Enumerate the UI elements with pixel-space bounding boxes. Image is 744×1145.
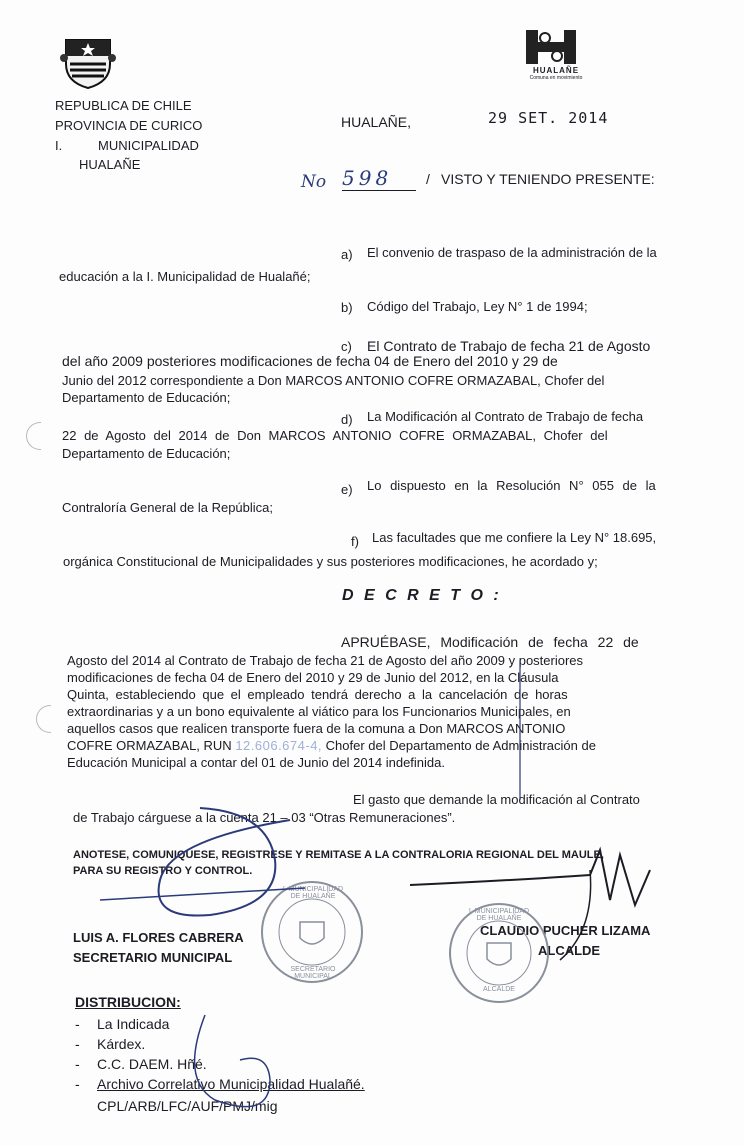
visto-heading: VISTO Y TENIENDO PRESENTE: bbox=[441, 171, 655, 187]
stamp-secretario-bottom: SECRETARIO MUNICIPAL bbox=[290, 966, 336, 980]
list-item: - Archivo Correlativo Municipalidad Hualañé. bbox=[73, 1074, 365, 1094]
distribution-title: DISTRIBUCION: bbox=[75, 994, 181, 1010]
body-p1-l6b: Chofer del Departamento de Administración de bbox=[325, 738, 596, 753]
list-item: - La Indicada bbox=[73, 1014, 365, 1034]
signer-right-title: ALCALDE bbox=[538, 943, 601, 958]
logo-tagline: Comuna en movimiento bbox=[529, 75, 583, 81]
anotese-line1: ANOTESE, COMUNIQUESE, REGISTRESE Y REMITASE A LA CONTRALORIA REGIONAL DEL MAULE, bbox=[73, 849, 604, 861]
body-p1-l6a: COFRE ORMAZABAL, RUN bbox=[67, 738, 232, 753]
item-c-lead: El Contrato de Trabajo de fecha 21 de Agosto bbox=[367, 338, 651, 354]
item-c-letter: c) bbox=[341, 339, 352, 354]
item-a-rest: educación a la I. Municipalidad de Hualañé; bbox=[59, 269, 311, 284]
body-p2-lead: El gasto que demande la modificación al Contrato bbox=[353, 792, 640, 807]
stamp-alcalde bbox=[446, 900, 552, 1006]
item-d-letter: d) bbox=[341, 412, 353, 427]
list-item: - Kárdex. bbox=[73, 1034, 365, 1054]
anotese-line2: PARA SU REGISTRO Y CONTROL. bbox=[73, 865, 253, 877]
hualane-logo bbox=[520, 28, 590, 84]
logo-text: HUALAÑE bbox=[532, 66, 580, 75]
signer-left-title: SECRETARIO MUNICIPAL bbox=[73, 950, 233, 965]
item-b-lead: Código del Trabajo, Ley N° 1 de 1994; bbox=[367, 299, 588, 314]
body-p1-lead: APRUÉBASE, Modificación de fecha 22 de bbox=[341, 634, 639, 650]
item-c-rest3: Departamento de Educación; bbox=[62, 390, 231, 405]
item-f-rest: orgánica Constitucional de Municipalidades y sus posteriores modificaciones, he acordado y; bbox=[63, 554, 598, 569]
initials: CPL/ARB/LFC/AUF/PMJ/mig bbox=[97, 1098, 278, 1114]
item-c-rest2: Junio del 2012 correspondiente a Don MARCOS ANTONIO COFRE ORMAZABAL, Chofer del bbox=[62, 373, 605, 388]
punch-hole-mark bbox=[26, 422, 41, 450]
header-republica: REPUBLICA DE CHILE bbox=[55, 98, 192, 113]
body-p1-l3: Quinta, estableciendo que el empleado tendrá derecho a la cancelación de horas bbox=[67, 687, 568, 702]
signer-left-name: LUIS A. FLORES CABRERA bbox=[73, 930, 244, 945]
item-c-rest1: del año 2009 posteriores modificaciones de fecha 04 de Enero del 2010 y 29 de bbox=[62, 353, 558, 369]
item-a-lead: El convenio de traspaso de la administración de la bbox=[367, 245, 657, 260]
item-e-lead: Lo dispuesto en la Resolución N° 055 de la bbox=[367, 478, 656, 493]
body-p2-rest: de Trabajo cárguese a la cuenta 21 – 03 “Otras Remuneraciones”. bbox=[73, 810, 456, 825]
place: HUALAÑE, bbox=[341, 114, 412, 130]
header-provincia: PROVINCIA DE CURICO bbox=[55, 118, 203, 133]
decree-prefix: No bbox=[301, 172, 327, 192]
run-number: 12.606.674-4, bbox=[235, 738, 323, 753]
item-b-letter: b) bbox=[341, 300, 353, 315]
item-e-rest: Contraloría General de la República; bbox=[62, 500, 274, 515]
header-municipalidad-prefix: I. bbox=[55, 138, 63, 153]
list-item: - C.C. DAEM. Hñé. bbox=[73, 1054, 365, 1074]
body-p1-l2: modificaciones de fecha 04 de Enero del 2010 y 29 de Junio del 2012, en la Cláusula bbox=[67, 670, 559, 685]
item-d-lead: La Modificación al Contrato de Trabajo de fecha bbox=[367, 409, 644, 424]
item-f-lead: Las facultades que me confiere la Ley N° 18.695, bbox=[372, 530, 657, 545]
body-p1-l4: extraordinarias y a un bono equivalente al viático para los Funcionarios Municipales, en bbox=[67, 704, 571, 719]
stamp-alcalde-bottom: ALCALDE bbox=[483, 986, 515, 993]
date-stamp: 29 SET. 2014 bbox=[488, 109, 609, 127]
body-p1-l5: aquellos casos que realicen transporte fuera de la comuna a Don MARCOS ANTONIO bbox=[67, 721, 566, 736]
item-d-rest2: Departamento de Educación; bbox=[62, 446, 231, 461]
stamp-secretario-top: I. MUNICIPALIDAD DE HUALAÑE bbox=[282, 886, 344, 900]
decree-separator: / bbox=[426, 171, 430, 187]
distribution-list bbox=[73, 1014, 365, 1094]
decreto-title: D E C R E T O : bbox=[342, 587, 502, 604]
signer-right-name: CLAUDIO PUCHER LIZAMA bbox=[480, 923, 651, 938]
item-a-letter: a) bbox=[341, 247, 353, 262]
body-p1-l1: Agosto del 2014 al Contrato de Trabajo de fecha 21 de Agosto del año 2009 y posteriores bbox=[67, 653, 584, 668]
item-e-letter: e) bbox=[341, 482, 353, 497]
stamp-secretario bbox=[258, 878, 366, 986]
body-p1-l7: Educación Municipal a contar del 01 de Junio del 2014 indefinida. bbox=[67, 755, 445, 770]
stamp-alcalde-top: I. MUNICIPALIDAD DE HUALAÑE bbox=[468, 908, 530, 922]
hualane-logo-icon bbox=[524, 28, 578, 66]
body-p1-l6 bbox=[67, 737, 596, 755]
item-f-letter: f) bbox=[351, 534, 359, 549]
header-comuna: HUALAÑE bbox=[79, 157, 141, 172]
item-d-rest1: 22 de Agosto del 2014 de Don MARCOS ANTONIO COFRE ORMAZABAL, Chofer del bbox=[62, 428, 608, 443]
punch-hole-mark bbox=[36, 705, 51, 733]
decree-number: 598 bbox=[342, 166, 416, 191]
chile-coat-of-arms-icon bbox=[60, 34, 116, 90]
header-municipalidad: MUNICIPALIDAD bbox=[98, 138, 199, 153]
